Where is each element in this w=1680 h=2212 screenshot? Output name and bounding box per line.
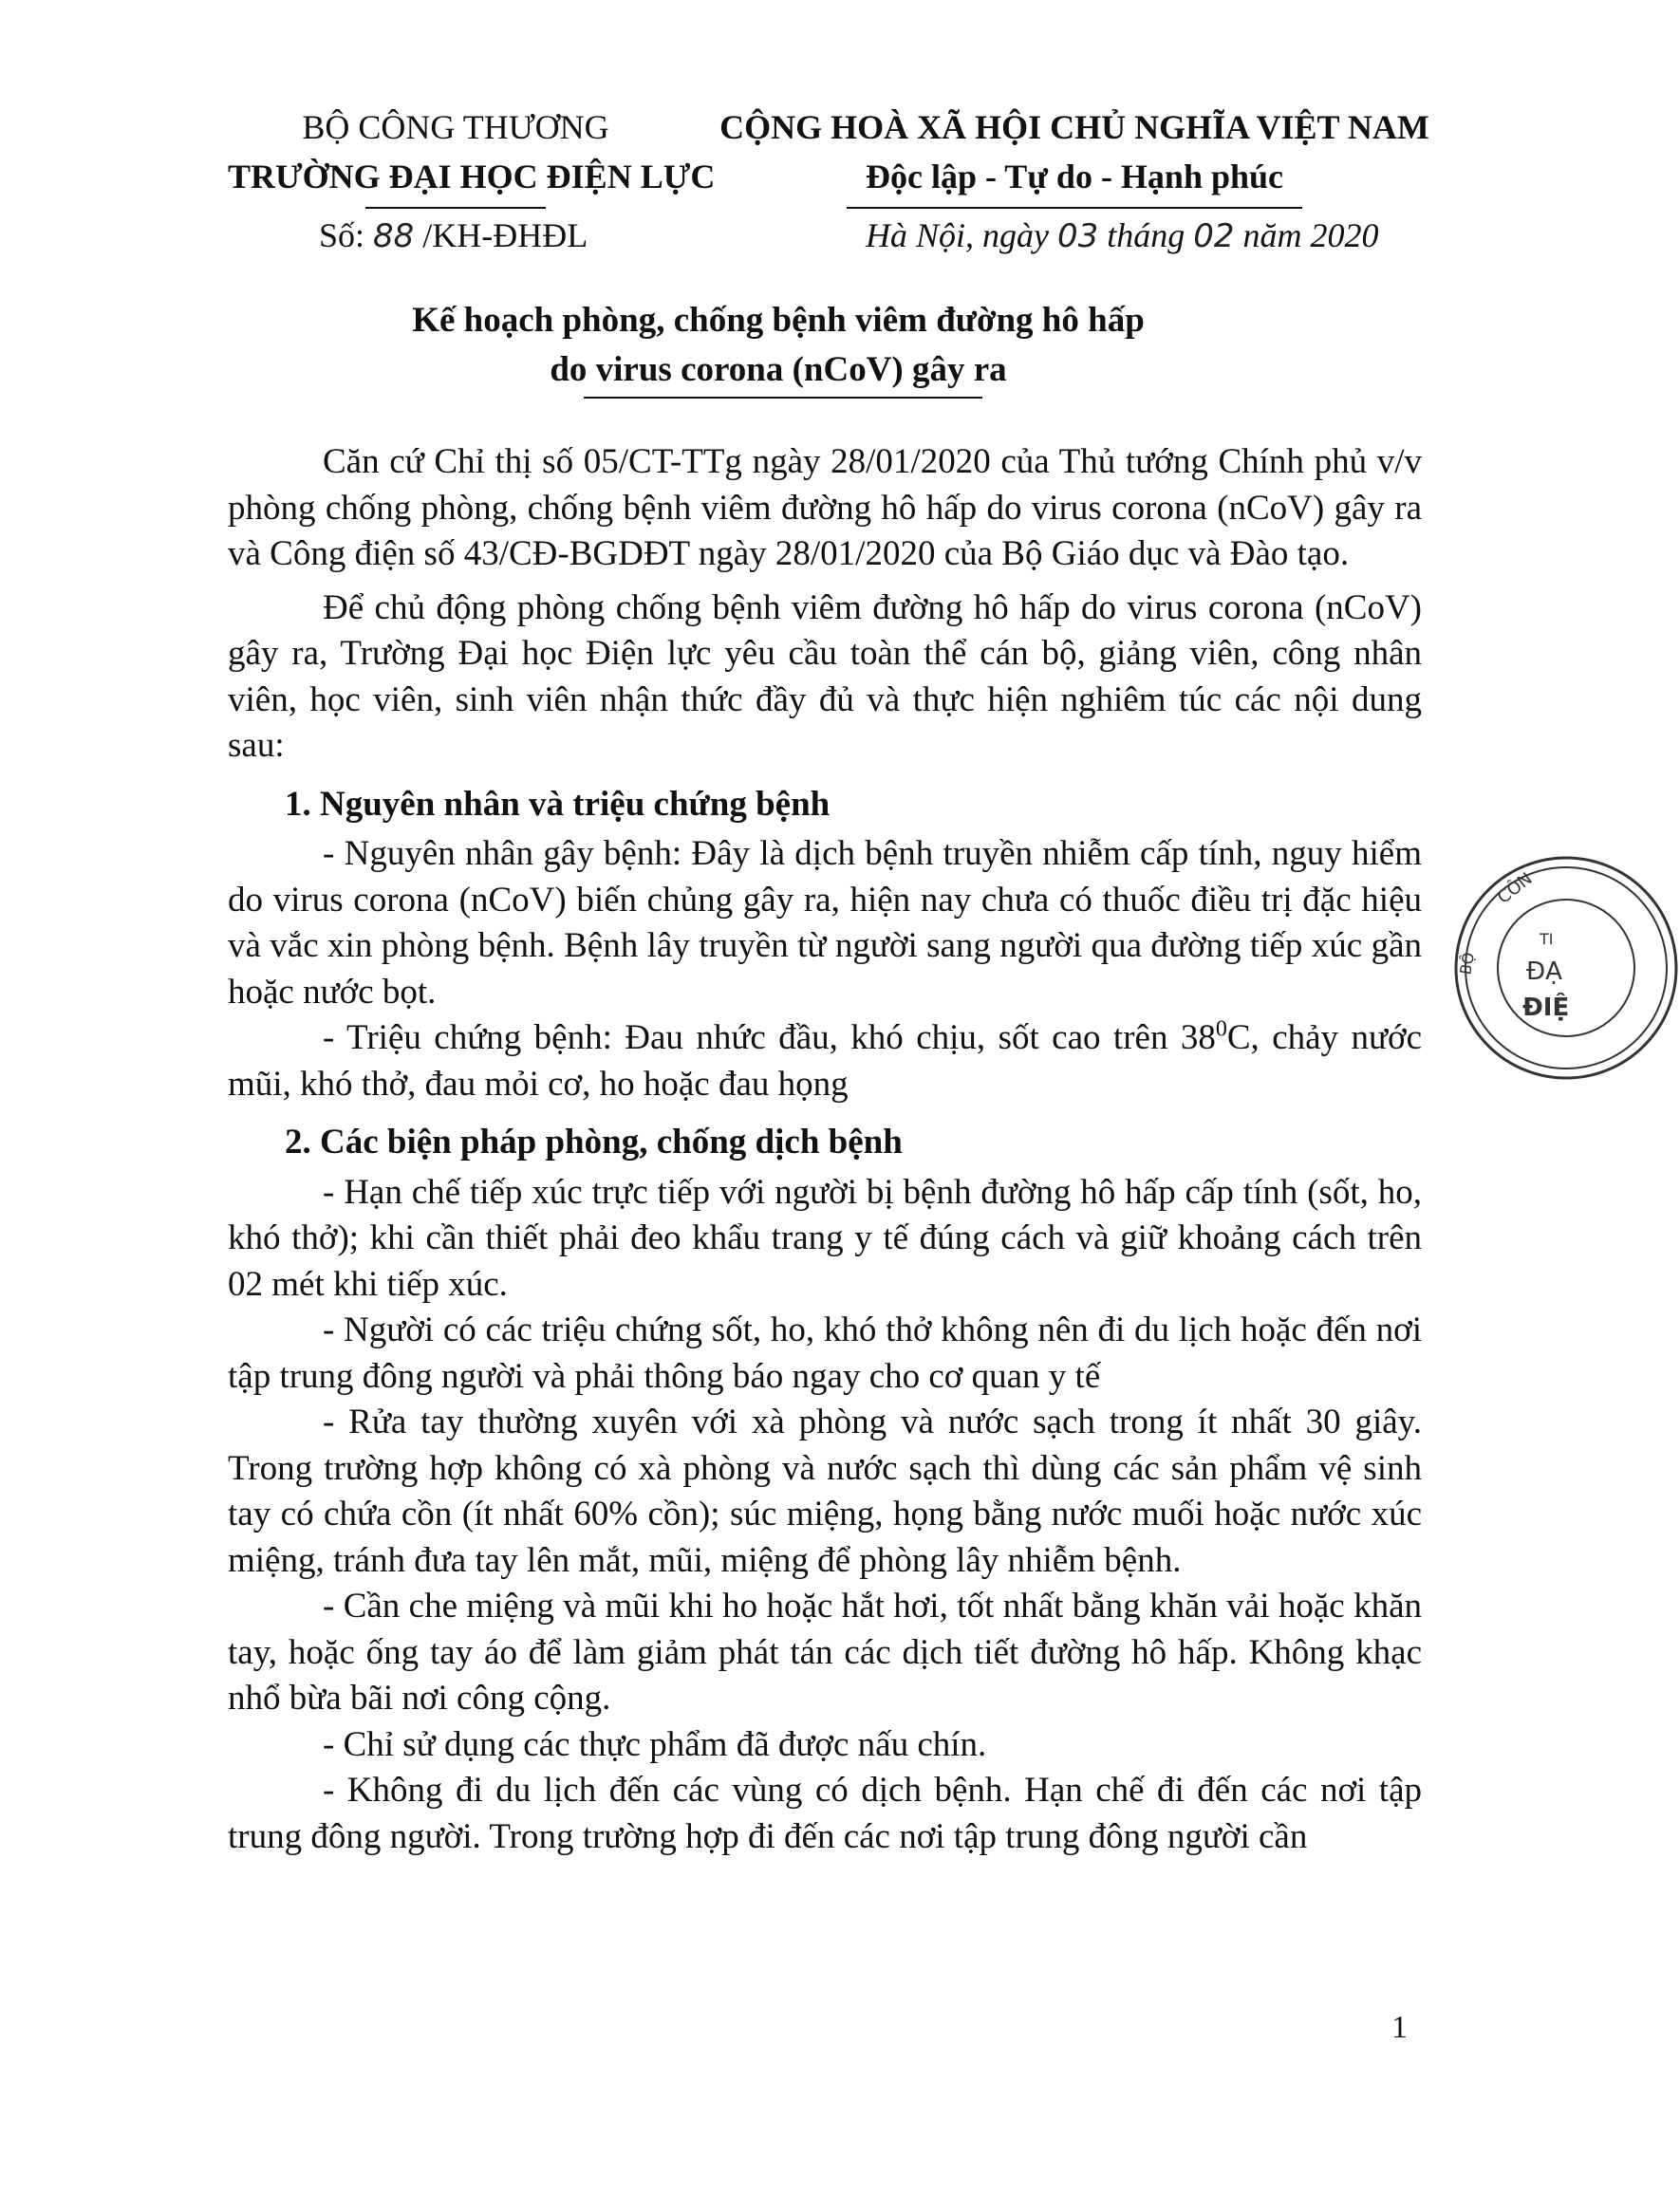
ref-number-handwritten: 88 [373, 217, 415, 255]
symptoms-text-b: C, chảy nước mũi, khó thở, đau mỏi cơ, ho hoặc đau họng [228, 1018, 1422, 1104]
seal-top-letters: CÔN [1493, 868, 1537, 908]
page-number: 1 [1391, 2010, 1408, 2045]
official-seal-stamp [1452, 854, 1680, 1082]
paragraph-legal-basis: Căn cứ Chỉ thị số 05/CT-TTg ngày 28/01/2020 của Thủ tướng Chính phủ v/v phòng chống phòng, chống bệnh viêm đường hô hấp do virus corona (nCoV) gây ra và Công điện số 43/CĐ-BGDĐT ngày 28/01/2020 của Bộ Giáo dục và Đào tạo. [228, 442, 1422, 573]
document-reference [319, 211, 588, 261]
document-body [228, 439, 1422, 1860]
country-name: CỘNG HOÀ XÃ HỘI CHỦ NGHĨA VIỆT NAM [719, 108, 1429, 146]
date-month-handwritten: 02 [1193, 217, 1235, 255]
national-motto: Độc lập - Tự do - Hạnh phúc [865, 158, 1284, 195]
paragraph-symptomatic-people: - Người có các triệu chứng sốt, ho, khó thở không nên đi du lịch hoặc đến nơi tập trung đông người và phải thông báo ngay cho cơ quan y tế [228, 1310, 1422, 1396]
date-year: năm 2020 [1242, 216, 1379, 254]
paragraph-cause: - Nguyên nhân gây bệnh: Đây là dịch bệnh truyền nhiễm cấp tính, nguy hiểm do virus corona (nCoV) biến chủng gây ra, hiện nay chưa có thuốc điều trị đặc hiệu và vắc xin phòng bệnh. Bệnh lây truyền từ người sang người qua đường tiếp xúc gần hoặc nước bọt. [228, 834, 1422, 1012]
document-date [866, 211, 1379, 261]
issuer-underline [365, 207, 546, 209]
paragraph-purpose: Để chủ động phòng chống bệnh viêm đường hô hấp do virus corona (nCoV) gây ra, Trường Đại học Điện lực yêu cầu toàn thể cán bộ, giảng viên, công nhân viên, học viên, sinh viên nhận thức đầy đủ và thực hiện nghiêm túc các nội dung sau: [228, 587, 1422, 765]
ministry-name: BỘ CÔNG THƯƠNG [302, 108, 609, 146]
paragraph-cooked-food: - Chỉ sử dụng các thực phẩm đã được nấu chín. [323, 1724, 987, 1764]
seal-line-a: TI [1540, 930, 1554, 948]
symptoms-text-a: - Triệu chứng bệnh: Đau nhức đầu, khó chịu, sốt cao trên 38 [323, 1018, 1216, 1057]
school-name: TRƯỜNG ĐẠI HỌC ĐIỆN LỰC [228, 158, 716, 195]
ref-prefix: Số: [319, 216, 365, 254]
date-city: Hà Nội, ngày [866, 216, 1049, 254]
seal-side-letters: BỘ [1456, 951, 1478, 976]
paragraph-travel: - Không đi du lịch đến các vùng có dịch bệnh. Hạn chế đi đến các nơi tập trung đông người. Trong trường hợp đi đến các nơi tập trung đông người cần [228, 1771, 1422, 1856]
paragraph-limit-contact: - Hạn chế tiếp xúc trực tiếp với người bị bệnh đường hô hấp cấp tính (sốt, ho, khó thở); khi cần thiết phải đeo khẩu trang y tế đúng cách và giữ khoảng cách trên 02 mét khi tiếp xúc. [228, 1172, 1422, 1304]
title-underline [584, 397, 982, 399]
seal-line-c: ĐIỆ [1522, 994, 1570, 1022]
title-line-1: Kế hoạch phòng, chống bệnh viêm đường hô hấp [412, 301, 1145, 340]
degree-superscript: 0 [1215, 1016, 1227, 1042]
section-heading-2: 2. Các biện pháp phòng, chống dịch bệnh [285, 1123, 903, 1162]
paragraph-cover-cough: - Cần che miệng và mũi khi ho hoặc hắt hơi, tốt nhất bằng khăn vải hoặc khăn tay, hoặc ống tay áo để làm giảm phát tán các dịch tiết đường hô hấp. Không khạc nhổ bừa bãi nơi công cộng. [228, 1587, 1422, 1718]
issuer-block [228, 102, 716, 209]
section-heading-1: 1. Nguyên nhân và triệu chứng bệnh [285, 784, 831, 824]
ref-suffix: /KH-ĐHĐL [422, 216, 588, 254]
national-header [704, 102, 1445, 209]
document-title [285, 296, 1272, 395]
seal-line-b: ĐẠ [1526, 957, 1562, 986]
date-month-label: tháng [1107, 216, 1185, 254]
paragraph-symptoms [228, 1015, 1422, 1107]
paragraph-hand-washing: - Rửa tay thường xuyên với xà phòng và nước sạch trong ít nhất 30 giây. Trong trường hợp không có xà phòng và nước sạch thì dùng các sản phẩm vệ sinh tay có chứa cồn (ít nhất 60% cồn); súc miệng, họng bằng nước muối hoặc nước xúc miệng, tránh đưa tay lên mắt, mũi, miệng để phòng lây nhiễm bệnh. [228, 1403, 1422, 1580]
motto-underline [847, 207, 1302, 209]
title-line-2: do virus corona (nCoV) gây ra [550, 350, 1007, 389]
date-day-handwritten: 03 [1057, 217, 1099, 255]
